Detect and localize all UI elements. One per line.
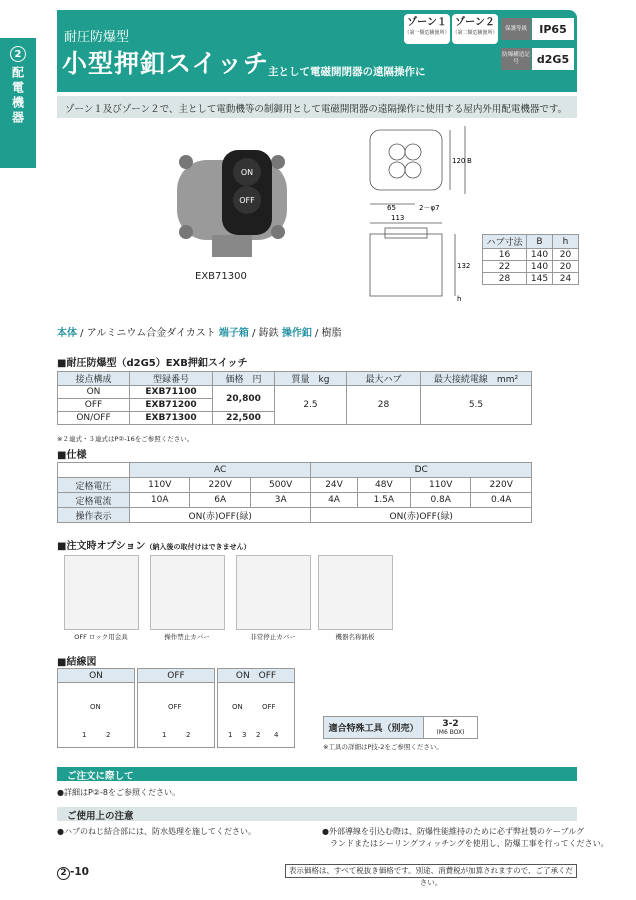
product-photo xyxy=(172,140,292,260)
tool-value-cell xyxy=(424,717,478,739)
page-number xyxy=(57,866,89,880)
option-image-emergency xyxy=(236,555,311,630)
section-label: 配電機器 xyxy=(10,66,25,126)
explosion-mark-value: d2G5 xyxy=(532,48,574,70)
photo-off-label: OFF xyxy=(239,196,255,205)
spec-cell: 220V xyxy=(190,478,250,493)
table-header: 価格 円 xyxy=(213,372,275,386)
hub-header: ハブ寸法 xyxy=(483,235,527,249)
terminal-label: 2 xyxy=(106,731,111,739)
order-band: ご注文に際して xyxy=(57,767,577,781)
spec-table xyxy=(57,462,532,523)
zone1-badge xyxy=(404,14,450,44)
price-cell: 20,800 xyxy=(213,386,275,412)
spec-cell: ON(赤)OFF(緑) xyxy=(311,508,532,523)
wiring-label: OFF xyxy=(262,703,276,711)
section-number: 2 xyxy=(10,46,26,62)
hub-dimension-table xyxy=(482,234,579,285)
zone2-title: ゾーン２ xyxy=(455,17,495,28)
tool-sub: (M6 BOX) xyxy=(436,729,465,736)
tool-label: 適合特殊工具（別売） xyxy=(324,717,424,739)
wiring-header: OFF xyxy=(138,669,214,683)
wiring-off xyxy=(137,668,215,748)
dim-132: 132 xyxy=(457,262,471,270)
dim-113: 113 xyxy=(391,214,405,222)
hub-cell: 20 xyxy=(553,261,579,273)
table-header: 最大接続電線 mm² xyxy=(421,372,532,386)
dim-65: 65 xyxy=(387,204,396,212)
terminal-label: 1 xyxy=(228,731,233,739)
spec-cell: ON(赤)OFF(緑) xyxy=(130,508,311,523)
section-options-title xyxy=(57,537,251,552)
hub-cell: 16 xyxy=(483,249,527,261)
table-header: 最大ハブ xyxy=(347,372,421,386)
wiring-on xyxy=(57,668,135,748)
page-number-circle: 2 xyxy=(57,867,70,880)
zone1-sub: （第一類危険箇所） xyxy=(404,30,450,36)
caution-right-2: ランドまたはシーリングフィッチングを使用し、防爆工事を行ってください。 xyxy=(330,839,609,848)
dim-h: h xyxy=(457,295,462,303)
wiring-header: ON OFF xyxy=(218,669,294,683)
hub-header: B xyxy=(527,235,553,249)
model-cell: EXB71200 xyxy=(130,399,213,412)
table-header: 質量 kg xyxy=(275,372,347,386)
price-note: 表示価格は、すべて税抜き価格です。別途、消費税が加算されますので、ご了承ください。 xyxy=(285,864,577,878)
section-products-title: ■耐圧防爆型（d2G5）EXB押釦スイッチ xyxy=(57,358,248,369)
wiring-header: ON xyxy=(58,669,134,683)
dim-hole: 2－φ7 xyxy=(419,204,440,212)
model-cell: EXB71100 xyxy=(130,386,213,399)
contact-cell: ON/OFF xyxy=(58,412,130,425)
hub-header: h xyxy=(553,235,579,249)
spec-dc-header: DC xyxy=(311,463,532,478)
section-spec-title: ■仕様 xyxy=(57,450,87,461)
option-image-nameplate xyxy=(318,555,393,630)
spec-cell: 10A xyxy=(130,493,190,508)
spec-cell: 500V xyxy=(250,478,310,493)
model-cell: EXB71300 xyxy=(130,412,213,425)
photo-caption: EXB71300 xyxy=(195,271,247,282)
spec-ac-header: AC xyxy=(130,463,311,478)
page-number-suffix: -10 xyxy=(70,866,89,878)
section-wiring-title: ■結線図 xyxy=(57,657,97,668)
hub-cell: 24 xyxy=(553,273,579,285)
product-table xyxy=(57,371,532,425)
spec-cell: 3A xyxy=(250,493,310,508)
wiring-label: ON xyxy=(232,703,243,711)
wiring-label: ON xyxy=(90,703,101,711)
spec-cell: 0.8A xyxy=(410,493,470,508)
tool-table xyxy=(323,716,478,739)
zone1-title: ゾーン１ xyxy=(407,17,447,28)
material-key: 端子箱 xyxy=(218,328,249,339)
options-note: （納入後の取付けはできません） xyxy=(145,543,251,551)
price-cell: 22,500 xyxy=(213,412,275,425)
note-multi-gang: ※２連式・３連式はP②-16をご参照ください。 xyxy=(57,435,194,443)
caution-right-1: ●外部導線を引込む際は、防爆性能維持のために必ず弊社製のケーブルグ xyxy=(322,827,585,836)
material-sep: / xyxy=(311,328,322,339)
max-wire-cell: 5.5 xyxy=(421,386,532,425)
contact-cell: OFF xyxy=(58,399,130,412)
intro-text: ゾーン１及びゾーン２で、主として電動機等の制御用として電磁開閉器の遠隔操作に使用する屋内外用配電機器です。 xyxy=(57,96,577,118)
page-title: 小型押釦スイッチ xyxy=(62,49,270,78)
terminal-label: 2 xyxy=(256,731,261,739)
dim-120: 120 xyxy=(452,157,466,165)
max-hub-cell: 28 xyxy=(347,386,421,425)
spec-cell: 110V xyxy=(410,478,470,493)
material-key: 本体 xyxy=(57,328,77,339)
hub-cell: 20 xyxy=(553,249,579,261)
protection-value: IP65 xyxy=(532,18,574,40)
material-value: アルミニウム合金ダイカスト xyxy=(86,328,216,339)
contact-cell: ON xyxy=(58,386,130,399)
wiring-label: OFF xyxy=(168,703,182,711)
hub-cell: 145 xyxy=(527,273,553,285)
option-caption: 操作禁止カバー xyxy=(164,633,210,641)
material-value: 鋳鉄 xyxy=(258,328,279,339)
table-header: 接点構成 xyxy=(58,372,130,386)
terminal-label: 1 xyxy=(82,731,87,739)
section-side-tab xyxy=(0,38,36,168)
spec-cell: 4A xyxy=(311,493,357,508)
hub-cell: 140 xyxy=(527,261,553,273)
terminal-label: 4 xyxy=(274,731,279,739)
caution-left: ●ハブのねじ結合部には、防水処理を施してください。 xyxy=(57,827,256,836)
spec-row-label: 定格電流 xyxy=(58,493,130,508)
hub-cell: 22 xyxy=(483,261,527,273)
spec-row-label: 定格電圧 xyxy=(58,478,130,493)
table-header: 型録番号 xyxy=(130,372,213,386)
tool-note: ※工具の詳細はP技-2をご参照ください。 xyxy=(323,743,443,751)
spec-cell: 48V xyxy=(357,478,410,493)
zone2-badge xyxy=(452,14,498,44)
terminal-label: 2 xyxy=(186,731,191,739)
option-caption: 非常停止カバー xyxy=(250,633,296,641)
material-key: 操作釦 xyxy=(281,328,312,339)
option-image-lock xyxy=(64,555,139,630)
photo-on-label: ON xyxy=(240,168,254,177)
spec-cell: 24V xyxy=(311,478,357,493)
terminal-label: 3 xyxy=(242,731,247,739)
option-caption: OFF ロック用金具 xyxy=(74,633,128,641)
spec-cell: 220V xyxy=(471,478,532,493)
spec-row-label: 操作表示 xyxy=(58,508,130,523)
tool-value: 3-2 xyxy=(442,719,459,729)
material-value: 樹脂 xyxy=(321,328,342,339)
product-subtitle: 耐圧防爆型 xyxy=(64,30,130,45)
hub-cell: 28 xyxy=(483,273,527,285)
explosion-mark-label: 防爆構造記号 xyxy=(501,48,531,70)
option-image-cover xyxy=(150,555,225,630)
order-text: ●詳細はP②-8をご参照ください。 xyxy=(57,788,180,797)
mass-cell: 2.5 xyxy=(275,386,347,425)
option-caption: 機器名称銘板 xyxy=(335,633,375,641)
hub-cell: 140 xyxy=(527,249,553,261)
options-title-text: ■注文時オプション xyxy=(57,541,146,552)
wiring-on-off xyxy=(217,668,295,748)
caution-band: ご使用上の注意 xyxy=(57,807,577,821)
material-sep: / xyxy=(77,328,87,339)
zone2-sub: （第二類危険箇所） xyxy=(452,30,498,36)
spec-cell: 1.5A xyxy=(357,493,410,508)
spec-cell: 6A xyxy=(190,493,250,508)
spec-corner xyxy=(58,463,130,478)
dimension-drawing xyxy=(355,118,475,313)
product-tagline: 主として電磁開閉器の遠隔操作に xyxy=(268,66,426,78)
material-sep: / xyxy=(248,328,259,339)
spec-cell: 110V xyxy=(130,478,190,493)
terminal-label: 1 xyxy=(162,731,167,739)
spec-cell: 0.4A xyxy=(471,493,532,508)
material-line xyxy=(57,324,342,339)
dim-b: B xyxy=(467,157,472,165)
protection-label: 保護等級 xyxy=(501,18,531,40)
